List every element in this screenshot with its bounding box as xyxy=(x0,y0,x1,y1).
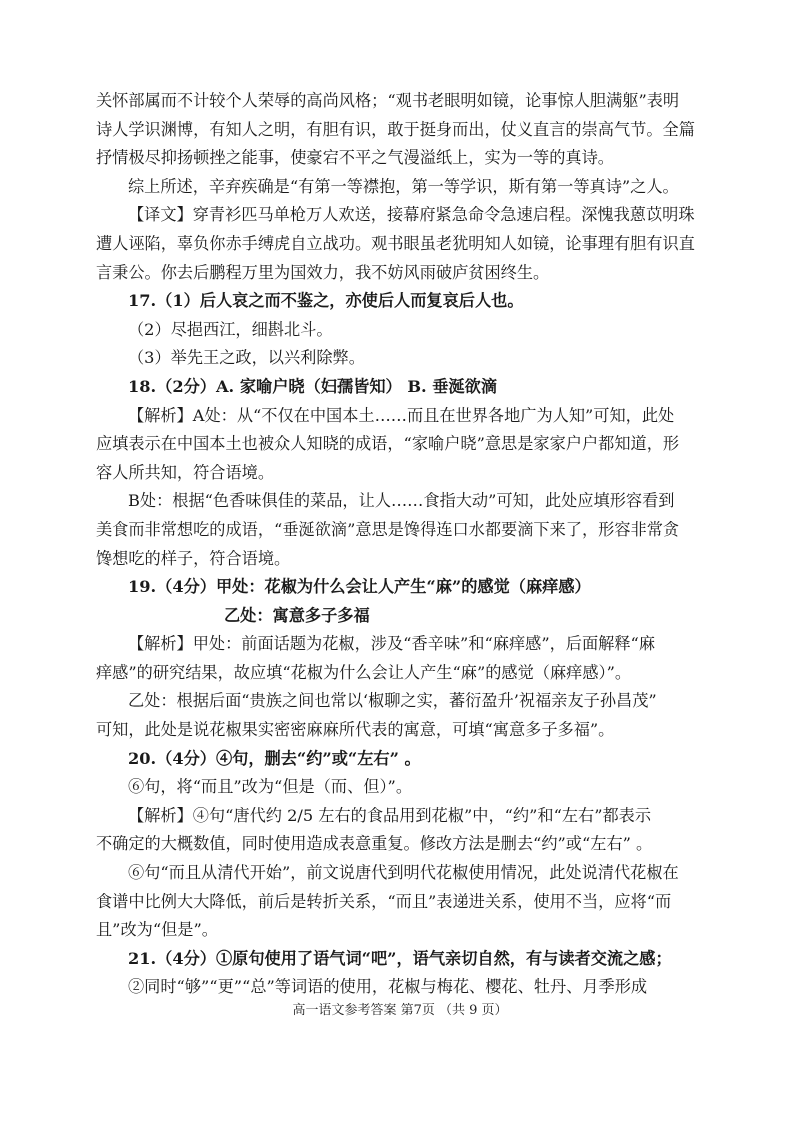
text-line: 遭人诬陷，辜负你赤手缚虎自立战功。观书眼虽老犹明知人如镜，论事理有胆有识直 xyxy=(96,233,695,253)
translation-line: 【译文】穿青衫匹马单枪万人欢送，接幕府紧急命令急速启程。深愧我蒽苡明珠 xyxy=(128,205,695,225)
answer-body xyxy=(96,87,708,1002)
text-line: 且”改为“但是”。 xyxy=(96,920,218,940)
text-line: 言秉公。你去后鹏程万里为国效力，我不妨风雨破庐贫困终生。 xyxy=(96,262,550,282)
text-line: 美食而非常想吃的成语，“垂涎欲滴”意思是馋得连口水都要滴下来了，形容非常贪 xyxy=(96,519,680,539)
text-line: 诗人学识渊博，有知人之明，有胆有识，敢于挺身而出，仗义直言的崇高气节。全篇 xyxy=(96,119,695,139)
question-18-answer: 18.（2分）A. 家喻户晓（妇孺皆知） B. 垂涎欲滴 xyxy=(128,376,498,396)
text-line: 容人所共知，符合语境。 xyxy=(96,462,275,482)
analysis-line: B处：根据“色香味俱佳的菜品，让人……食指大动”可知，此处应填形容看到 xyxy=(128,491,675,511)
text-line: 可知，此处是说花椒果实密密麻麻所代表的寓意，可填“寓意多子多福”。 xyxy=(96,720,615,740)
question-21-answer: 21.（4分）①原句使用了语气词“吧”，语气亲切自然，有与读者交流之感； xyxy=(128,948,672,968)
text-line: 不确定的大概数值，同时使用造成表意重复。修改方法是删去“约”或“左右” 。 xyxy=(96,834,653,854)
question-17-part-3: （3）举先王之政，以兴利除弊。 xyxy=(128,348,365,368)
summary-line: 综上所述，辛弃疾确是“有第一等襟抱，第一等学识，斯有第一等真诗”之人。 xyxy=(128,176,679,196)
question-17-answer: 17.（1）后人哀之而不鉴之，亦使后人而复哀后人也。 xyxy=(128,291,524,311)
page-footer: 高一语文参考答案 第7页 （共 9 页） xyxy=(292,1003,508,1018)
text-line: 食谱中比例大大降低，前后是转折关系，“而且”表递进关系，使用不当，应将“而 xyxy=(96,891,672,911)
question-19-answer: 19.（4分）甲处：花椒为什么会让人产生“麻”的感觉（麻痒感） xyxy=(128,577,591,597)
analysis-line: 【解析】④句“唐代约 2/5 左右的食品用到花椒”中，“约”和“左右”都表示 xyxy=(128,805,652,825)
text-line: 关怀部属而不计较个人荣辱的高尚风格；“观书老眼明如镜，论事惊人胆满躯”表明 xyxy=(96,91,680,110)
analysis-line: ⑥句“而且从清代开始”，前文说唐代到明代花椒使用情况，此处说清代花椒在 xyxy=(128,863,679,883)
analysis-line: 【解析】A处：从“不仅在中国本土……而且在世界各地广为人知”可知，此处 xyxy=(128,405,675,425)
text-line: 馋想吃的样子，符合语境。 xyxy=(96,548,291,568)
analysis-line: 乙处：根据后面“贵族之间也常以‘椒聊之实，蕃衍盈升’祝福亲友子孙昌茂” xyxy=(128,691,657,711)
question-20-answer: 20.（4分）④句，删去“约”或“左右” 。 xyxy=(128,748,421,768)
text-line: 痒感”的研究结果，故应填“花椒为什么会让人产生“麻”的感觉（麻痒感）”。 xyxy=(96,662,632,682)
question-17-part-2: （2）尽挹西江，细斟北斗。 xyxy=(128,319,333,339)
question-20-part-2: ⑥句，将“而且”改为“但是（而、但）”。 xyxy=(128,777,413,797)
text-line: 应填表示在中国本土也被众人知晓的成语，“家喻户晓”意思是家家户户都知道，形 xyxy=(96,434,680,454)
question-19-part-2: 乙处：寓意多子多福 xyxy=(224,605,370,625)
analysis-line: 【解析】甲处：前面话题为花椒，涉及“香辛味”和“麻痒感”，后面解释“麻 xyxy=(128,634,656,654)
text-line: 抒情极尽抑扬顿挫之能事，使豪宕不平之气漫溢纸上，实为一等的真诗。 xyxy=(96,148,614,168)
question-21-part-2: ②同时“够”“更”“总”等词语的使用，花椒与梅花、樱花、牡丹、月季形成 xyxy=(128,977,648,997)
